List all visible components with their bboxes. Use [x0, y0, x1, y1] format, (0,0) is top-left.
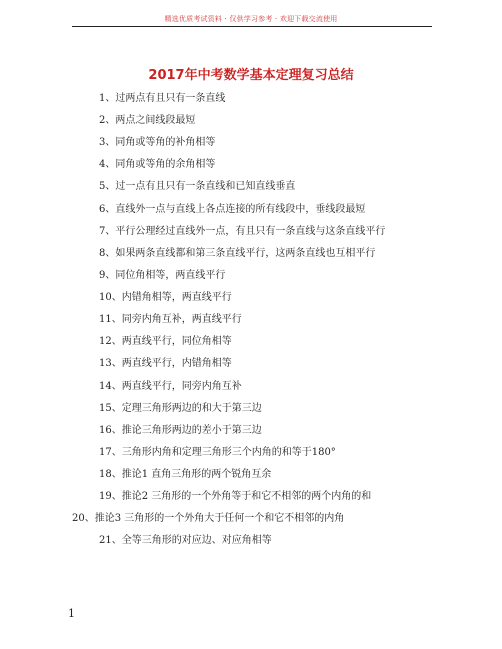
- list-item: 8、如果两条直线都和第三条直线平行，这两条直线也互相平行: [99, 248, 376, 259]
- header-divider: [72, 26, 432, 27]
- list-item: 13、两直线平行，内错角相等: [99, 358, 232, 369]
- list-item: 5、过一点有且只有一条直线和已知直线垂直: [99, 181, 296, 192]
- list-item: 11、同旁内角互补，两直线平行: [99, 314, 242, 325]
- list-item: 19、推论2 三角形的一个外角等于和它不相邻的两个内角的和: [99, 491, 372, 502]
- document-title: 2017年中考数学基本定理复习总结: [148, 68, 354, 83]
- list-item: 6、直线外一点与直线上各点连接的所有线段中，垂线段最短: [99, 204, 366, 215]
- list-item: 15、定理三角形两边的和大于第三边: [99, 403, 262, 414]
- list-item: 3、同角或等角的补角相等: [99, 137, 216, 148]
- list-item: 2、两点之间线段最短: [99, 115, 196, 126]
- list-item: 20、推论3 三角形的一个外角大于任何一个和它不相邻的内角: [72, 513, 345, 524]
- list-item: 18、推论1 直角三角形的两个锐角互余: [99, 469, 272, 480]
- list-item: 4、同角或等角的余角相等: [99, 159, 216, 170]
- list-item: 7、平行公理经过直线外一点，有且只有一条直线与这条直线平行: [99, 226, 386, 237]
- list-item: 1、过两点有且只有一条直线: [99, 93, 226, 104]
- page-number: 1: [68, 607, 75, 620]
- list-item: 9、同位角相等，两直线平行: [99, 270, 226, 281]
- list-item: 16、推论三角形两边的差小于第三边: [99, 425, 262, 436]
- list-item: 10、内错角相等，两直线平行: [99, 292, 232, 303]
- header-note: 精选优质考试资料 · 仅供学习参考 · 欢迎下载交流使用: [164, 15, 338, 23]
- list-item: 21、全等三角形的对应边、对应角相等: [99, 535, 272, 546]
- list-item: 12、两直线平行，同位角相等: [99, 336, 232, 347]
- list-item: 17、三角形内角和定理三角形三个内角的和等于180°: [99, 447, 336, 458]
- list-item: 14、两直线平行，同旁内角互补: [99, 381, 242, 392]
